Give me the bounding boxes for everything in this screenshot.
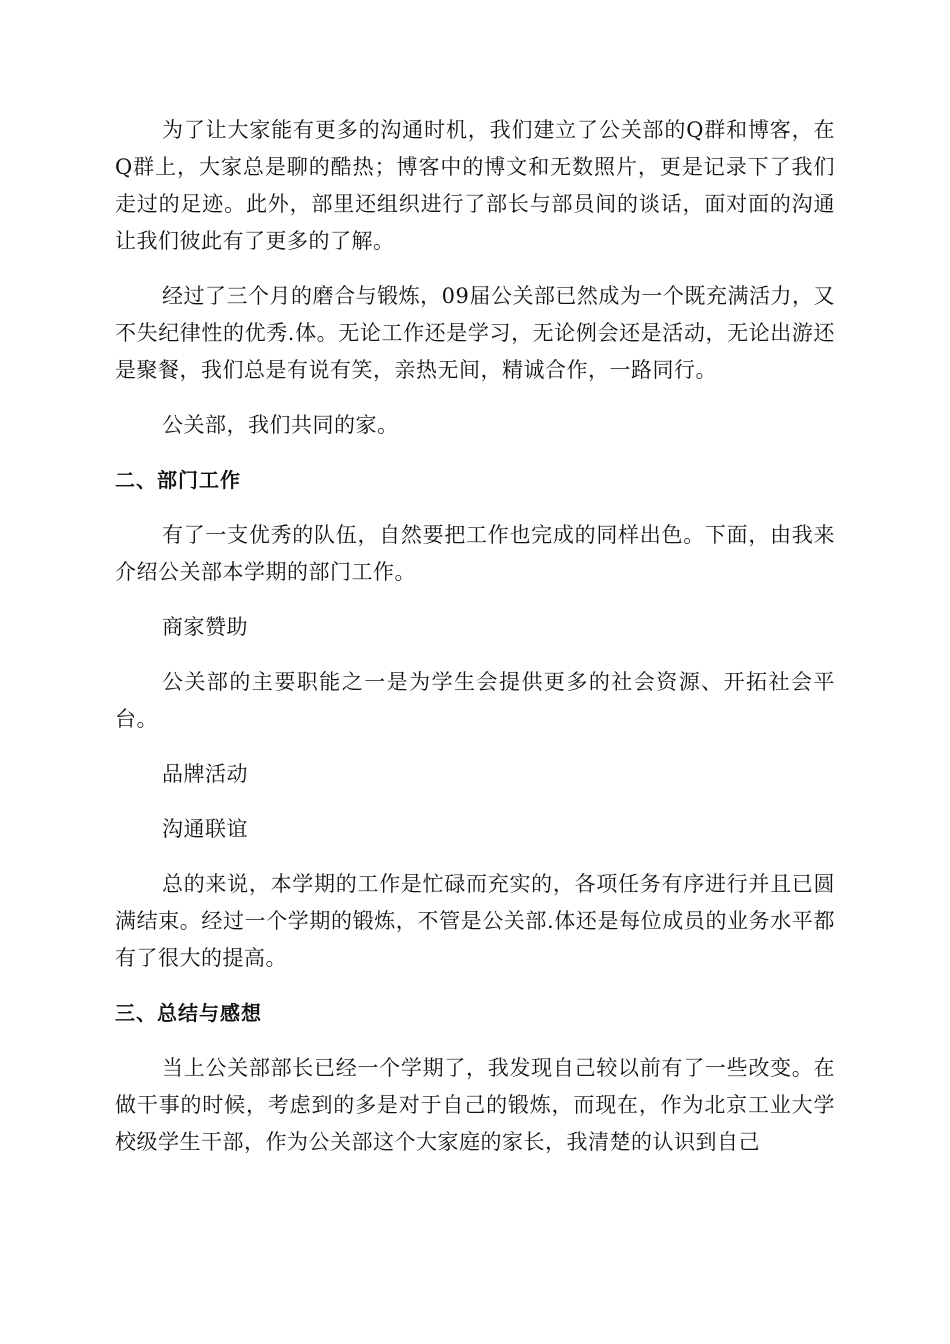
paragraph-team-growth: 经过了三个月的磨合与锻炼，09届公关部已然成为一个既充满活力，又不失纪律性的优秀.体。无论工作还是学习，无论例会还是活动，无论出游还是聚餐，我们总是有说有笑，亲热无间，精诚合作，一路同行。 — [115, 284, 835, 382]
section-heading-reflection: 三、总结与感想 — [115, 1001, 262, 1025]
paragraph-communication: 为了让大家能有更多的沟通时机，我们建立了公关部的Q群和博客，在Q群上，大家总是聊的酷热；博客中的博文和无数照片，更是记录下了我们走过的足迹。此外，部里还组织进行了部长与部员间的谈话，面对面的沟通让我们彼此有了更多的了解。 — [115, 118, 835, 253]
subheading-sponsorship: 商家赞助 — [162, 615, 248, 639]
document-body — [115, 112, 835, 1179]
subheading-brand-activity: 品牌活动 — [162, 762, 248, 786]
paragraph-reflection: 当上公关部部长已经一个学期了，我发现自己较以前有了一些改变。在做干事的时候，考虑到的多是对于自己的锻炼，而现在，作为北京工业大学校级学生干部，作为公关部这个大家庭的家长，我清楚的认识到自己 — [115, 1056, 835, 1154]
section-heading-department-work: 二、部门工作 — [115, 468, 241, 492]
paragraph-work-intro: 有了一支优秀的队伍，自然要把工作也完成的同样出色。下面，由我来介绍公关部本学期的部门工作。 — [115, 523, 835, 584]
paragraph-sponsorship: 公关部的主要职能之一是为学生会提供更多的社会资源、开拓社会平台。 — [115, 670, 835, 731]
paragraph-common-home: 公关部，我们共同的家。 — [162, 413, 399, 437]
paragraph-summary: 总的来说，本学期的工作是忙碌而充实的，各项任务有序进行并且已圆满结束。经过一个学期的锻炼，不管是公关部.体还是每位成员的业务水平都有了很大的提高。 — [115, 872, 835, 970]
subheading-liaison: 沟通联谊 — [162, 817, 248, 841]
